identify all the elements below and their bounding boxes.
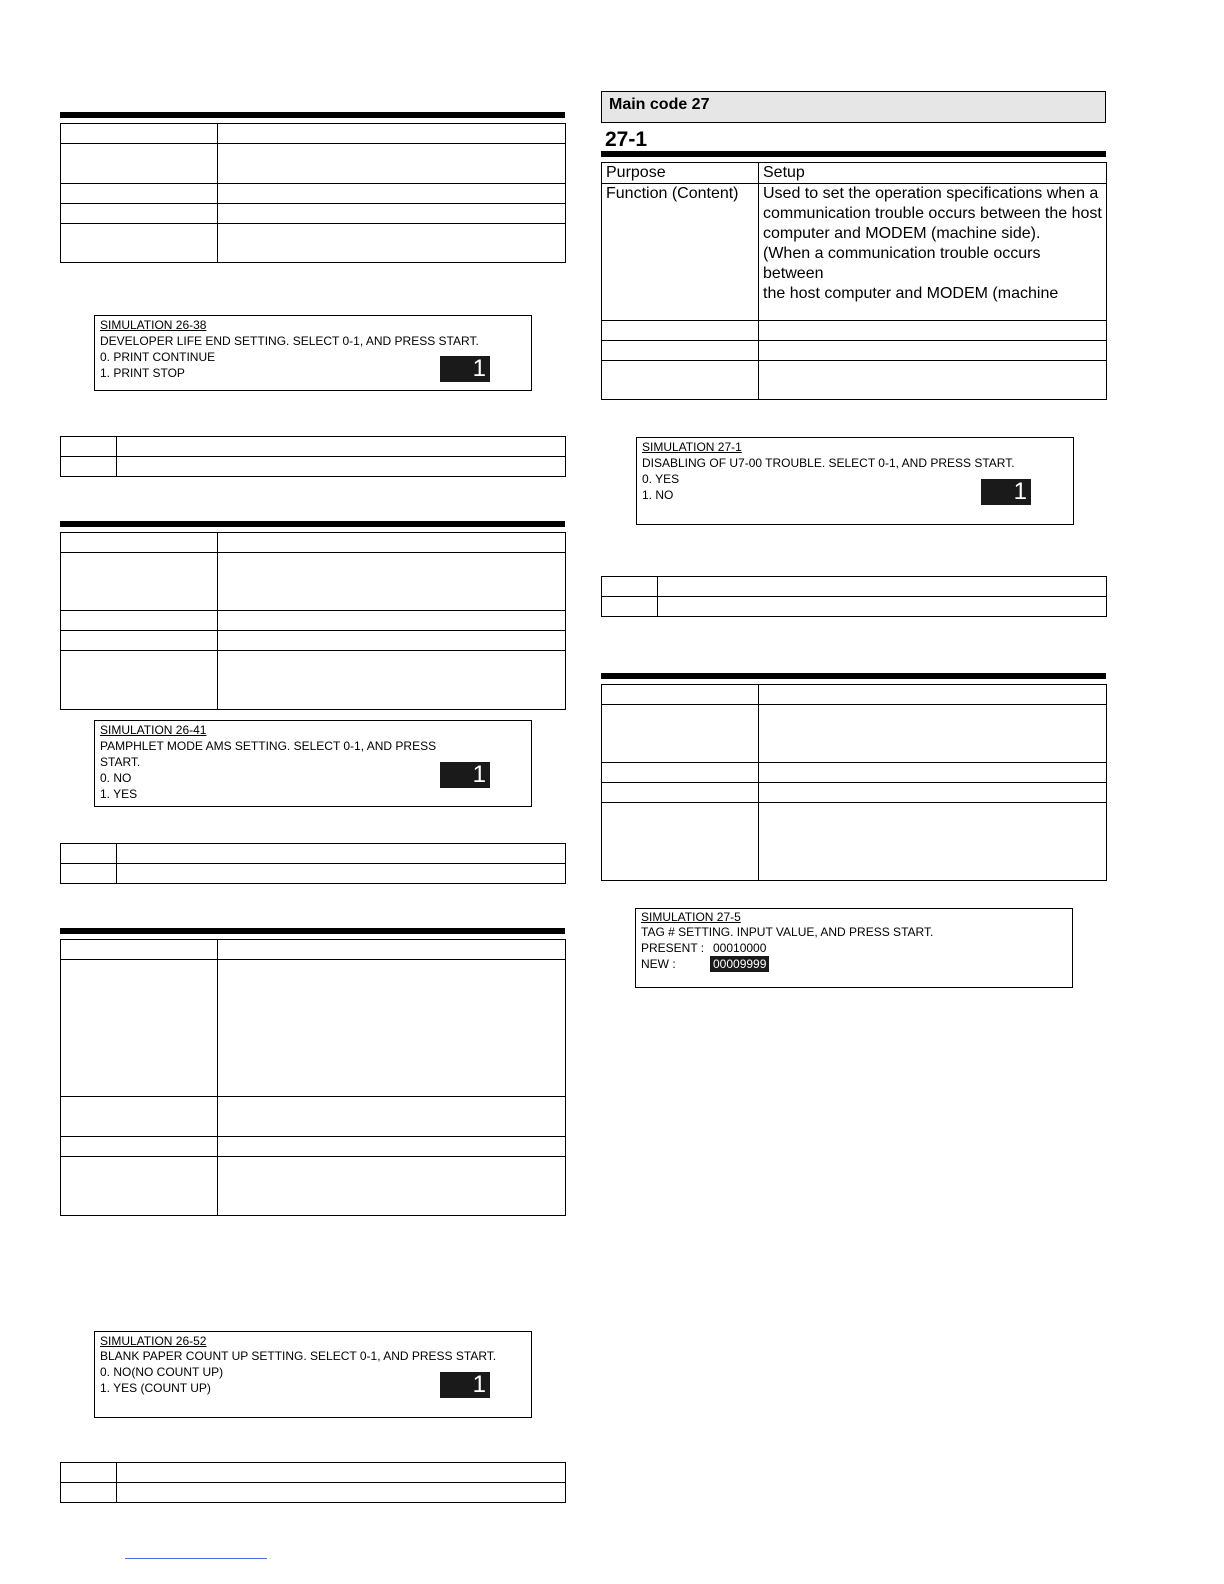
cell: [759, 803, 1107, 881]
cell: [117, 1483, 566, 1503]
cell: [218, 1157, 566, 1216]
section-rule: [60, 521, 565, 527]
simulation-screen-27-5: [635, 908, 1073, 988]
simulation-title: SIMULATION 26-38: [100, 318, 207, 332]
cell: [602, 783, 759, 803]
cell: [61, 533, 218, 553]
setting-table-27-1: [601, 576, 1107, 617]
function-content: [759, 184, 1107, 321]
function-line: computer and MODEM (machine side).: [763, 225, 1041, 242]
cell: [602, 361, 759, 400]
function-line: Used to set the operation specifications when a: [763, 185, 1099, 202]
cell: [117, 844, 566, 864]
cell: [602, 705, 759, 763]
option-1: 1. YES: [100, 787, 138, 801]
cell: [759, 783, 1107, 803]
simulation-prompt: BLANK PAPER COUNT UP SETTING. SELECT 0-1, AND PRESS START.: [100, 1349, 497, 1363]
simulation-prompt-cont: START.: [100, 755, 141, 769]
section-rule: [60, 112, 565, 118]
cell: [61, 864, 117, 884]
section-rule: [601, 673, 1106, 679]
cell: [602, 685, 759, 705]
cell: [218, 1097, 566, 1137]
cell: [218, 204, 566, 224]
cell: [602, 803, 759, 881]
cell: [117, 457, 566, 477]
function-line: communication trouble occurs between the host: [763, 205, 1102, 222]
cell: [602, 577, 658, 597]
option-0: 0. YES: [642, 472, 680, 486]
cell: [218, 144, 566, 184]
cell: [218, 553, 566, 611]
selected-value: 1: [440, 762, 490, 788]
cell: [117, 1463, 566, 1483]
selected-value: 1: [981, 479, 1031, 505]
function-line: the host computer and MODEM (machine: [763, 285, 1059, 302]
setting-table-26-38: [60, 436, 566, 477]
simulation-prompt: DEVELOPER LIFE END SETTING. SELECT 0-1, AND PRESS START.: [100, 334, 479, 348]
purpose-label: Purpose: [602, 163, 759, 184]
cell: [61, 553, 218, 611]
cell: [602, 763, 759, 783]
cell: [61, 224, 218, 263]
section-rule: [601, 151, 1106, 157]
cell: [658, 577, 1107, 597]
spec-table-26-41: [60, 532, 566, 710]
cell: [218, 651, 566, 710]
cell: [218, 124, 566, 144]
cell: [61, 1463, 117, 1483]
cell: [61, 960, 218, 1097]
selected-value: 1: [440, 356, 490, 382]
new-value-input[interactable]: 00009999: [710, 956, 769, 972]
present-value: 00010000: [713, 941, 767, 955]
cell: [61, 940, 218, 960]
option-1: 1. YES (COUNT UP): [100, 1381, 211, 1395]
setting-table-26-52: [60, 1462, 566, 1503]
cell: [218, 960, 566, 1097]
option-1: 1. NO: [642, 488, 674, 502]
cell: [218, 1137, 566, 1157]
cell: [61, 1157, 218, 1216]
cell: [759, 685, 1107, 705]
cell: [218, 631, 566, 651]
spec-table-26-52: [60, 939, 566, 1216]
main-code-header: Main code 27: [601, 91, 1106, 123]
cell: [218, 184, 566, 204]
cell: [218, 940, 566, 960]
cell: [218, 533, 566, 553]
selected-value: 1: [440, 1372, 490, 1398]
simulation-prompt: PAMPHLET MODE AMS SETTING. SELECT 0-1, AND PRESS: [100, 739, 437, 753]
cell: [61, 124, 218, 144]
new-label: NEW :: [641, 957, 676, 971]
option-0: 0. NO: [100, 771, 132, 785]
cell: [61, 1137, 218, 1157]
cell: [61, 437, 117, 457]
cell: [759, 763, 1107, 783]
cell: [61, 844, 117, 864]
cell: [759, 705, 1107, 763]
option-1: 1. PRINT STOP: [100, 366, 185, 380]
cell: [658, 597, 1107, 617]
spec-table-26-38: [60, 123, 566, 263]
spec-table-27-5: [601, 684, 1107, 881]
cell: [117, 864, 566, 884]
simulation-title: SIMULATION 26-41: [100, 723, 207, 737]
cell: [61, 204, 218, 224]
simulation-title: SIMULATION 27-1: [642, 440, 742, 454]
simulation-title: SIMULATION 26-52: [100, 1334, 207, 1348]
section-number: 27-1: [605, 128, 648, 151]
cell: [759, 321, 1107, 341]
cell: [61, 144, 218, 184]
cell: [61, 1097, 218, 1137]
cell: [218, 611, 566, 631]
cell: [61, 1483, 117, 1503]
section-rule: [60, 928, 565, 934]
simulation-prompt: TAG # SETTING. INPUT VALUE, AND PRESS START.: [641, 925, 934, 939]
option-0: 0. PRINT CONTINUE: [100, 350, 216, 364]
present-label: PRESENT :: [641, 941, 705, 955]
cell: [61, 631, 218, 651]
cell: [61, 611, 218, 631]
cell: [117, 437, 566, 457]
cell: [602, 321, 759, 341]
cell: [602, 341, 759, 361]
simulation-screen-26-52: [94, 1331, 532, 1418]
simulation-screen-26-38: [94, 315, 532, 391]
setting-table-26-41: [60, 843, 566, 884]
cell: [602, 597, 658, 617]
function-label: Function (Content): [602, 184, 759, 321]
cell: [61, 651, 218, 710]
simulation-screen-27-1: [636, 437, 1074, 525]
simulation-prompt: DISABLING OF U7-00 TROUBLE. SELECT 0-1, AND PRESS START.: [642, 456, 1015, 470]
footer-link[interactable]: [125, 1558, 267, 1559]
purpose-value: Setup: [759, 163, 1107, 184]
simulation-title: SIMULATION 27-5: [641, 910, 741, 924]
spec-table-27-1: [601, 162, 1107, 400]
cell: [759, 341, 1107, 361]
simulation-screen-26-41: [94, 720, 532, 807]
cell: [218, 224, 566, 263]
cell: [61, 184, 218, 204]
function-line: (When a communication trouble occurs between: [763, 245, 1041, 282]
option-0: 0. NO(NO COUNT UP): [100, 1365, 224, 1379]
cell: [759, 361, 1107, 400]
cell: [61, 457, 117, 477]
